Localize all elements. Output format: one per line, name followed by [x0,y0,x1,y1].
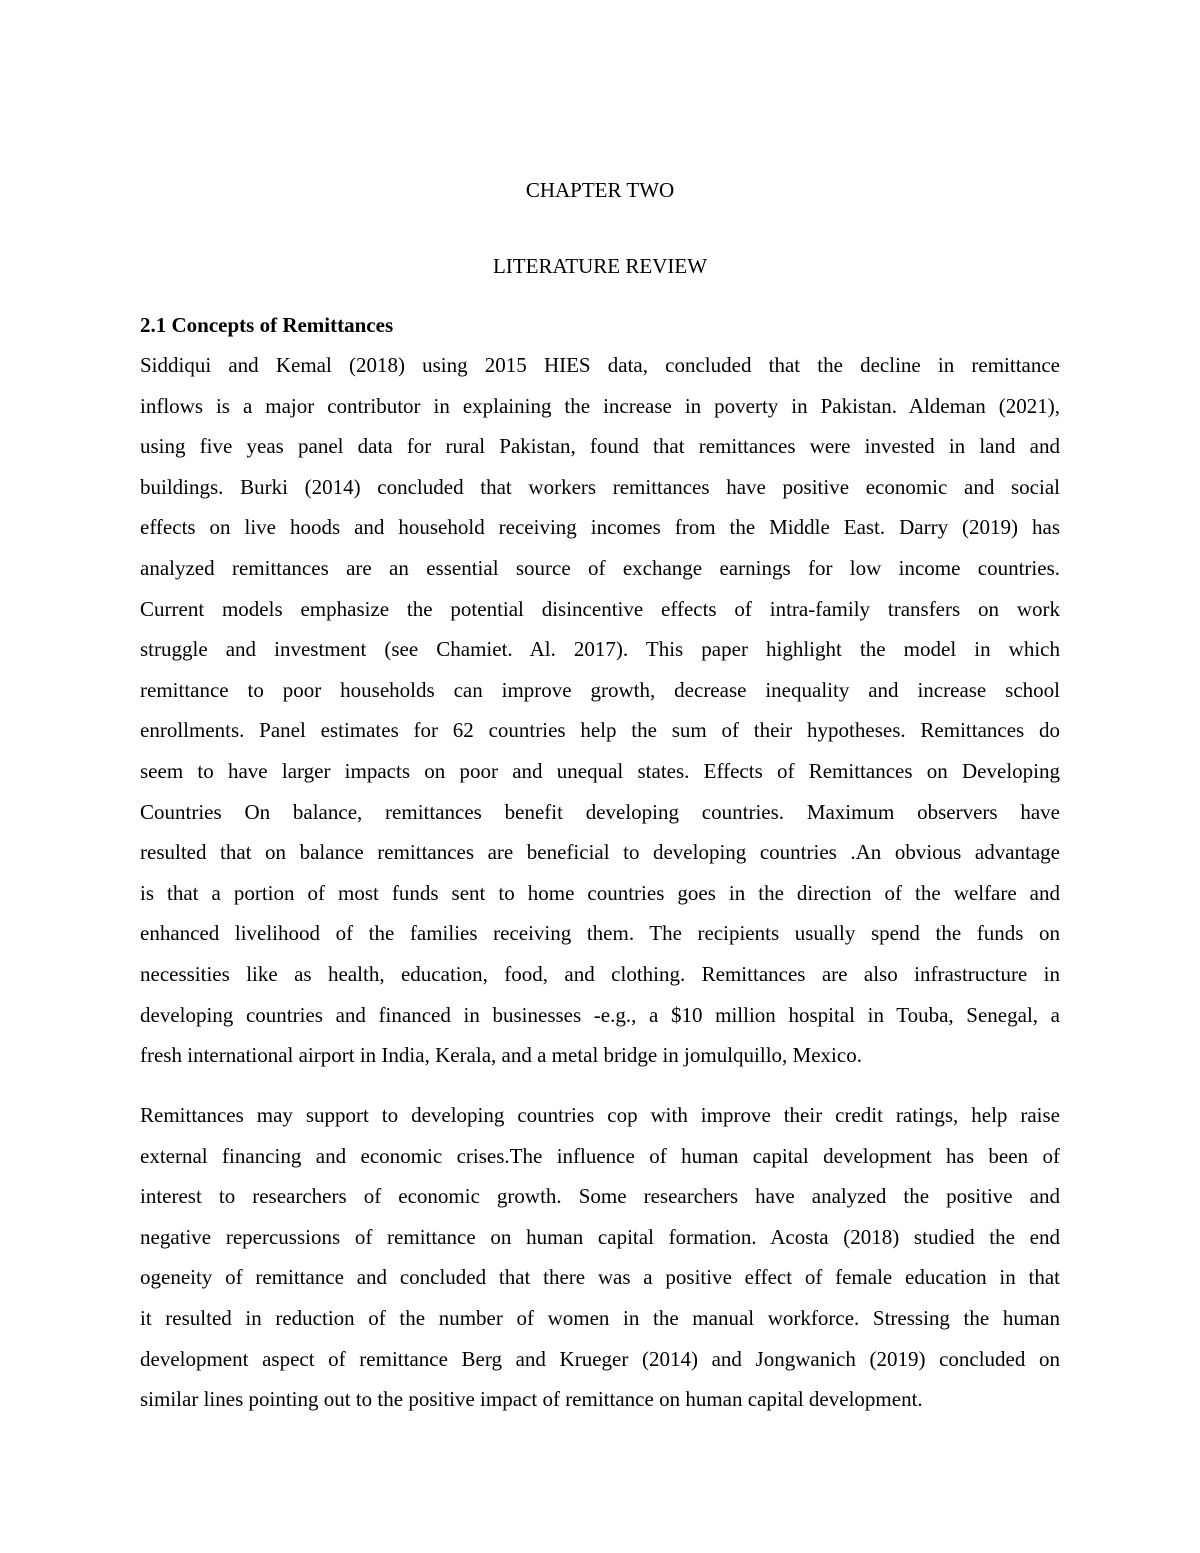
section-title: LITERATURE REVIEW [492,254,708,278]
paragraph-line: enrollments. Panel estimates for 62 countries help the sum of their hypotheses. Remittances do [140,718,1060,743]
paragraph-line: buildings. Burki (2014) concluded that workers remittances have positive economic and social [140,474,1060,499]
paragraph-line: development aspect of remittance Berg and Krueger (2014) and Jongwanich (2019) concluded on [140,1346,1060,1371]
paragraph-line: is that a portion of most funds sent to home countries goes in the direction of the welfare and [140,880,1060,905]
paragraph-line: Current models emphasize the potential disincentive effects of intra-family transfers on work [140,596,1060,621]
paragraph-line: fresh international airport in India, Kerala, and a metal bridge in jomulquillo, Mexico. [140,1043,862,1068]
paragraph-2 [140,1095,1060,1420]
paragraph-line: enhanced livelihood of the families receiving them. The recipients usually spend the funds on [140,921,1060,946]
paragraph-line: remittance to poor households can improve growth, decrease inequality and increase school [140,677,1060,702]
paragraph-line: ogeneity of remittance and concluded that there was a positive effect of female education in that [140,1265,1060,1290]
paragraph-line: it resulted in reduction of the number of women in the manual workforce. Stressing the human [140,1305,1060,1330]
paragraph-line: analyzed remittances are an essential source of exchange earnings for low income countries. [140,555,1060,580]
paragraph-line: similar lines pointing out to the positive impact of remittance on human capital development. [140,1387,923,1412]
paragraph-line: inflows is a major contributor in explaining the increase in poverty in Pakistan. Aldeman (2021), [140,393,1060,418]
paragraph-line: negative repercussions of remittance on human capital formation. Acosta (2018) studied the end [140,1224,1060,1249]
paragraph-line: external financing and economic crises.The influence of human capital development has been of [140,1143,1060,1168]
paragraph-line: Remittances may support to developing countries cop with improve their credit ratings, help raise [140,1103,1060,1127]
paragraph-line: effects on live hoods and household receiving incomes from the Middle East. Darry (2019) has [140,515,1060,540]
paragraph-line: interest to researchers of economic growth. Some researchers have analyzed the positive and [140,1184,1060,1209]
paragraph-line: Siddiqui and Kemal (2018) using 2015 HIES data, concluded that the decline in remittance [140,353,1060,377]
paragraph-line: developing countries and financed in businesses -e.g., a $10 million hospital in Touba, Senegal, a [140,1002,1060,1027]
paragraph-1 [140,345,1060,1076]
paragraph-line: necessities like as health, education, food, and clothing. Remittances are also infrastructure in [140,961,1060,986]
paragraph-line: struggle and investment (see Chamiet. Al. 2017). This paper highlight the model in which [140,637,1060,662]
paragraph-line: resulted that on balance remittances are beneficial to developing countries .An obvious advantage [140,840,1060,865]
subsection-heading: 2.1 Concepts of Remittances [140,313,394,337]
paragraph-line: Countries On balance, remittances benefit developing countries. Maximum observers have [140,799,1060,824]
paragraph-line: seem to have larger impacts on poor and unequal states. Effects of Remittances on Developing [140,758,1060,783]
paragraph-line: using five yeas panel data for rural Pakistan, found that remittances were invested in land and [140,434,1060,459]
chapter-title: CHAPTER TWO [525,178,675,202]
